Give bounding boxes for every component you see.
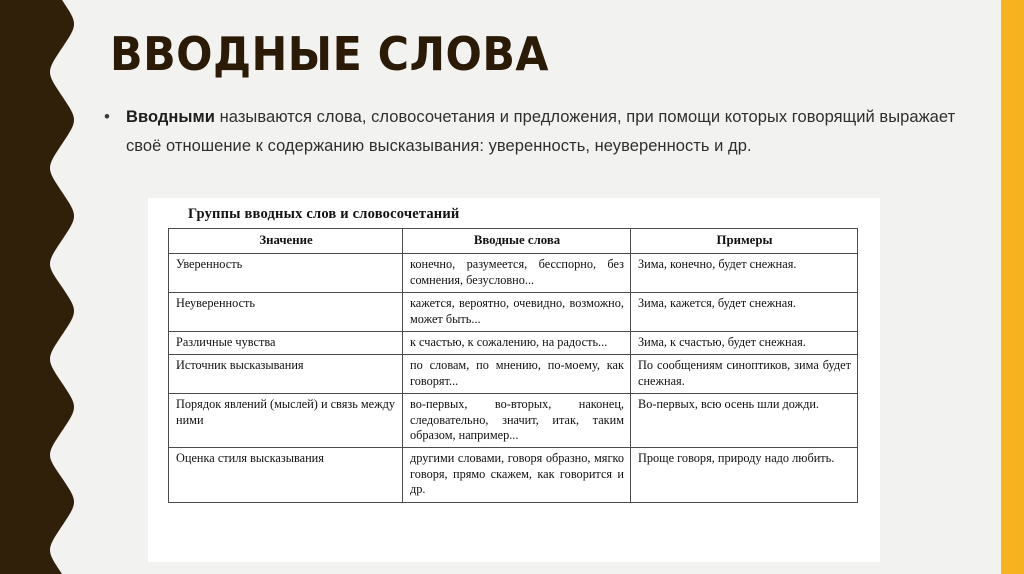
cell-example: Зима, конечно, будет снежная.	[631, 254, 858, 293]
intro-words-table	[168, 228, 858, 503]
column-header-words: Вводные слова	[403, 229, 631, 254]
table-image-panel	[148, 198, 880, 562]
column-header-meaning: Значение	[169, 229, 403, 254]
left-wave-shape	[0, 0, 74, 574]
cell-words: к счастью, к сожалению, на радость...	[403, 332, 631, 355]
cell-example: По сообщениям синоптиков, зима будет снежная.	[631, 355, 858, 394]
right-accent-bar	[1001, 0, 1024, 574]
column-header-examples: Примеры	[631, 229, 858, 254]
bullet-body-text: называются слова, словосочетания и предложения, при помощи которых говорящий выражает своё отношение к содержанию высказывания: уверенность, неуверенность и др.	[126, 108, 956, 155]
table-body	[169, 254, 858, 502]
cell-example: Проще говоря, природу надо любить.	[631, 448, 858, 502]
table-row	[169, 254, 858, 293]
body-content	[104, 103, 964, 161]
table-row	[169, 355, 858, 394]
cell-meaning: Уверенность	[169, 254, 403, 293]
table-header-row	[169, 229, 858, 254]
page-title: ВВОДНЫЕ СЛОВА	[110, 27, 549, 81]
cell-words: другими словами, говоря образно, мягко говоря, прямо скажем, как говорится и др.	[403, 448, 631, 502]
left-wave-decoration	[0, 0, 90, 574]
cell-meaning: Различные чувства	[169, 332, 403, 355]
cell-example: Во-первых, всю осень шли дожди.	[631, 394, 858, 448]
cell-words: кажется, вероятно, очевидно, возможно, может быть...	[403, 293, 631, 332]
cell-example: Зима, кажется, будет снежная.	[631, 293, 858, 332]
cell-meaning: Неуверенность	[169, 293, 403, 332]
table-row	[169, 332, 858, 355]
cell-words: конечно, разумеется, бесспорно, без сомнения, безусловно...	[403, 254, 631, 293]
cell-example: Зима, к счастью, будет снежная.	[631, 332, 858, 355]
table-row	[169, 293, 858, 332]
table-head	[169, 229, 858, 254]
cell-meaning: Порядок явлений (мыслей) и связь между ними	[169, 394, 403, 448]
bullet-paragraph	[126, 103, 964, 161]
cell-words: по словам, по мнению, по-моему, как говорят...	[403, 355, 631, 394]
table-caption: Группы вводных слов и словосочетаний	[188, 206, 460, 222]
table-row	[169, 448, 858, 502]
bullet-lead-term: Вводными	[126, 108, 215, 126]
bullet-list-item	[104, 103, 964, 161]
cell-meaning: Оценка стиля высказывания	[169, 448, 403, 502]
bullet-marker-icon: •	[104, 107, 110, 126]
cell-words: во-первых, во-вторых, наконец, следовательно, значит, итак, таким образом, например...	[403, 394, 631, 448]
table-row	[169, 394, 858, 448]
cell-meaning: Источник высказывания	[169, 355, 403, 394]
